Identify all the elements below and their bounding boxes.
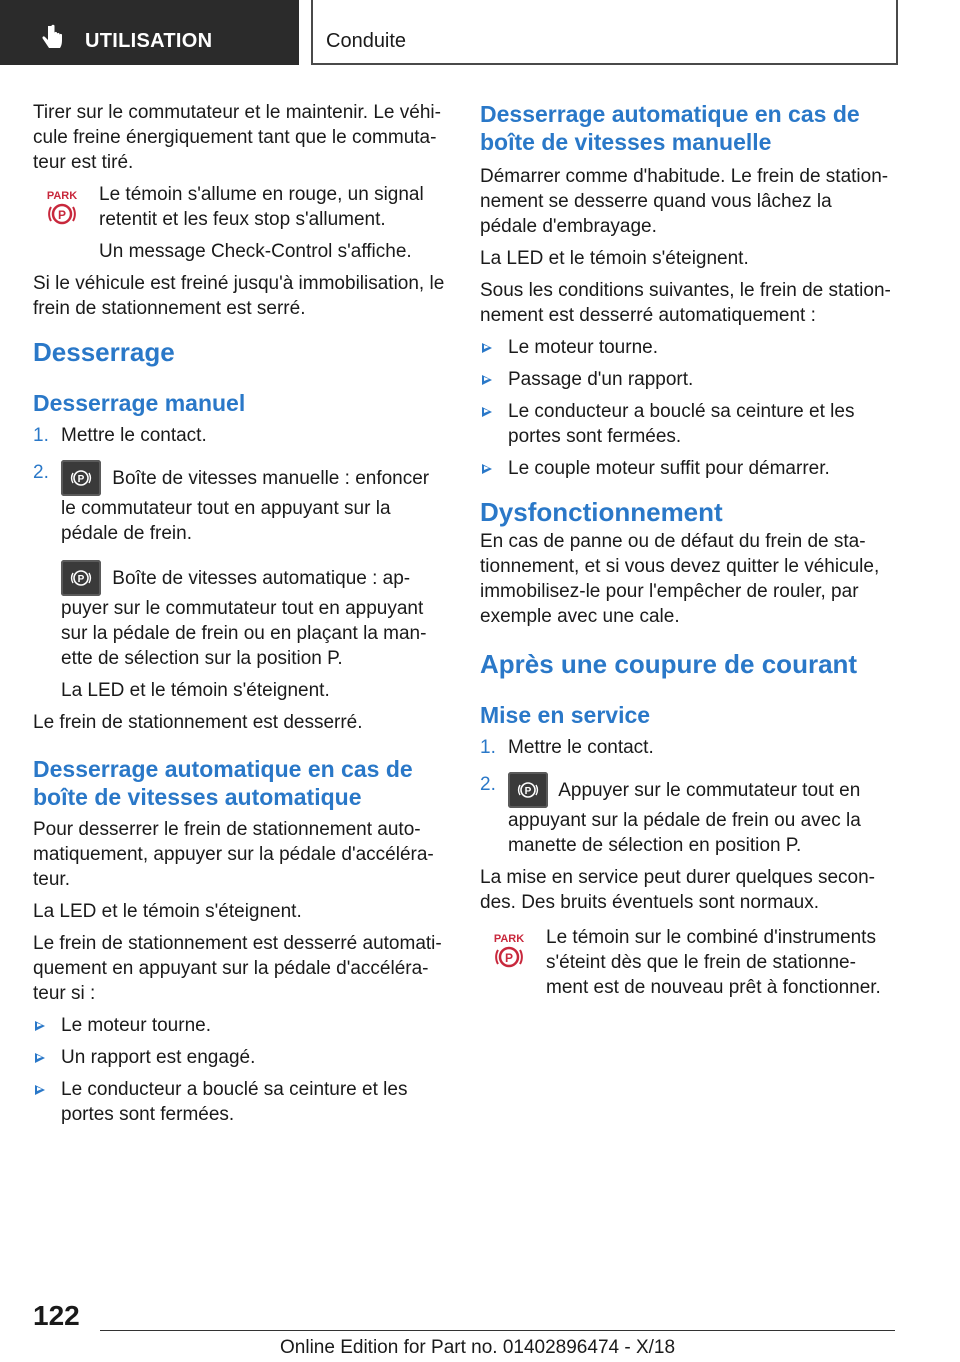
svg-text:P: P [77,474,85,485]
list-item [33,1013,447,1038]
step-text: Appuyer sur le commutateur tout en appuyant sur la pédale de frein ou avec la manette de sélection en position P. [508,780,861,856]
paragraph: Sous les conditions suivantes, le frein de station-nement est desserré automatiquement : [480,280,891,326]
step-number: 1. [33,425,49,446]
right-column [480,100,894,1007]
triangle-bullet-icon [35,1021,45,1031]
heading-desserrage-auto: Desserrage automatique en cas de boîte de vitesses automatique [33,756,413,810]
triangle-bullet-icon [482,407,492,417]
section-tab [0,0,299,65]
triangle-bullet-icon [35,1053,45,1063]
list-item-text: Le couple moteur suffit pour démarrer. [508,458,830,479]
heading-apres-coupure: Après une coupure de courant [480,649,858,679]
list-item [33,1045,447,1070]
list-item-text: Le moteur tourne. [61,1015,211,1036]
park-note: Le témoin s'allume en rouge, un signal retentit et les feux stop s'allument. [99,184,424,230]
parking-brake-switch-icon [508,772,548,808]
svg-text:P: P [57,208,67,222]
chapter-header [311,0,898,65]
numbered-step [33,460,447,546]
triangle-bullet-icon [482,464,492,474]
footer-divider [100,1330,895,1331]
paragraph: La mise en service peut durer quelques secon-des. Des bruits éventuels sont normaux. [480,867,876,913]
step-number: 1. [480,737,496,758]
triangle-bullet-icon [482,343,492,353]
park-note: Le témoin sur le combiné d'instruments s'éteint dès que le frein de stationne-ment est de nouveau prêt à fonctionner. [546,927,881,998]
paragraph: Le frein de stationnement est desserré. [33,712,363,733]
chapter-title: Conduite [326,30,407,52]
park-warning-block [33,182,447,264]
list-item [33,1077,447,1127]
park-note: Un message Check-Control s'affiche. [99,241,412,262]
step-text: Boîte de vitesses manuelle : enfoncer le commutateur tout en appuyant sur la pédale de frein. [61,468,430,544]
paragraph: Si le véhicule est freiné jusqu'à immobilisation, le frein de stationnement est serré. [33,273,445,319]
paragraph: Pour desserrer le frein de stationnement auto-matiquement, appuyer sur la pédale d'accéléra-teur. [33,819,434,890]
paragraph: La LED et le témoin s'éteignent. [480,248,749,269]
section-title: UTILISATION [85,30,213,52]
step-continuation [33,560,447,671]
step-text: Mettre le contact. [61,425,207,446]
step-number: 2. [33,462,49,483]
list-item-text: Le conducteur a bouclé sa ceinture et les portes sont fermées. [508,401,855,447]
parking-brake-switch-icon [61,560,101,596]
park-brake-icon [43,188,81,226]
page-number: 122 [33,1300,80,1331]
step-number: 2. [480,774,496,795]
paragraph: En cas de panne ou de défaut du frein de sta-tionnement, et si vous devez quitter le véhicule, immobilisez-le pour l'empêcher de rouler, par exemple avec une cale. [480,531,880,627]
svg-text:P: P [504,951,514,965]
svg-text:P: P [77,574,85,585]
heading-mise-en-service: Mise en service [480,702,651,728]
heading-dysfonctionnement: Dysfonctionnement [480,497,723,527]
list-item-text: Le conducteur a bouclé sa ceinture et les portes sont fermées. [61,1079,408,1125]
paragraph: Démarrer comme d'habitude. Le frein de station-nement se desserre quand vous lâchez la pédale d'embrayage. [480,166,889,237]
step-text: Mettre le contact. [508,737,654,758]
paragraph: Le frein de stationnement est desserré automati-quement en appuyant sur la pédale d'accéléra-teur si : [33,933,442,1004]
triangle-bullet-icon [482,375,492,385]
numbered-step [33,423,447,448]
paragraph: Tirer sur le commutateur et le maintenir. Le véhi-cule freine énergiquement tant que le commuta-teur est tiré. [33,102,441,173]
parking-brake-switch-icon [61,460,101,496]
heading-desserrage-manuel: Desserrage manuel [33,390,246,416]
list-item-text: Le moteur tourne. [508,337,658,358]
list-item [480,335,894,360]
list-item [480,456,894,481]
list-item [480,399,894,449]
park-warning-block [480,925,894,1000]
step-text: Boîte de vitesses automatique : ap-puyer sur le commutateur tout en appuyant sur la pédale de frein ou en plaçant la man-ette de sélection sur la position P. [61,568,427,669]
svg-text:PARK: PARK [493,933,525,945]
left-column [33,100,447,1134]
hand-pointer-icon [38,24,68,54]
paragraph: La LED et le témoin s'éteignent. [33,901,302,922]
svg-text:PARK: PARK [46,190,78,202]
list-item [480,367,894,392]
heading-desserrage: Desserrage [33,337,175,367]
edition-note: Online Edition for Part no. 01402896474 - X/18 [280,1337,676,1358]
heading-desserrage-manual-box: Desserrage automatique en cas de boîte de vitesses manuelle [480,101,860,155]
park-brake-icon [490,931,528,969]
list-item-text: Un rapport est engagé. [61,1047,256,1068]
triangle-bullet-icon [35,1085,45,1095]
numbered-step [480,735,894,760]
list-item-text: Passage d'un rapport. [508,369,694,390]
step-continuation: La LED et le témoin s'éteignent. [61,680,330,701]
svg-text:P: P [524,786,532,797]
numbered-step [480,772,894,858]
